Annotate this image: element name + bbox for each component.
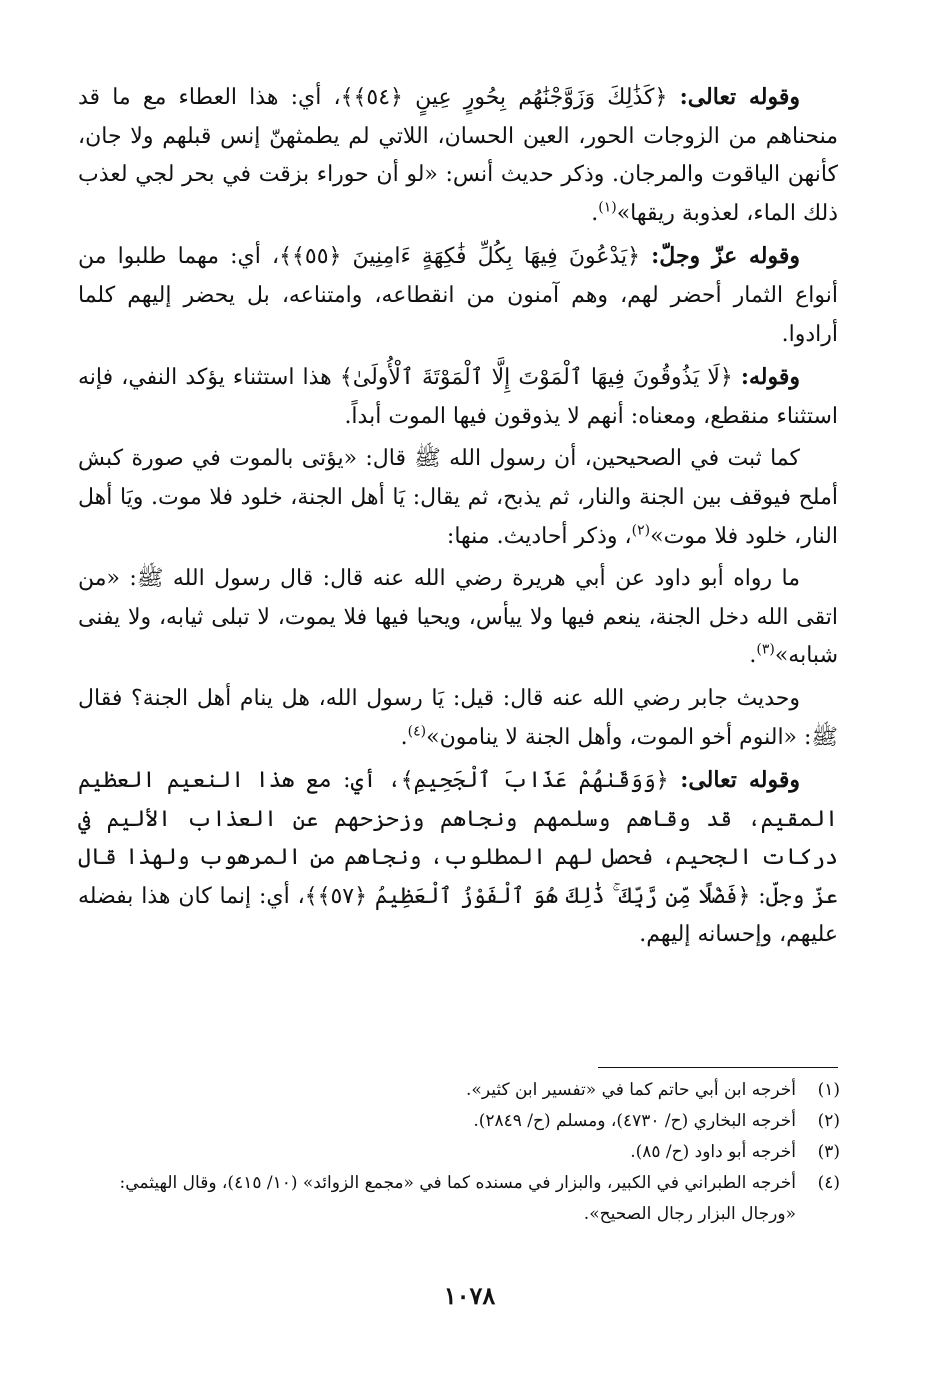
footnote-text: أخرجه الطبراني في الكبير، والبزار في مسنده كما في «مجمع الزوائد» (١٠/ ٤١٥)، وقال الهيثمي: «ورجال البزار رجال الصحيح». [119,1173,796,1224]
footnote-1 [78,1075,840,1106]
paragraph-lead: وقوله تعالى: [680,767,800,794]
paragraph-text: هذا استثناء يؤكد النفي، فإنه استثناء منقطع، ومعناه: أنهم لا يذوقون فيها الموت أبداً. [78,365,838,429]
footnote-number: (٢) [817,1111,840,1131]
quran-verse: ﴿كَذَٰلِكَ وَزَوَّجْنَٰهُم بِحُورٍ عِينٍ ﴿٥٤﴾﴾ [340,85,668,110]
footnote-ref: (٤) [407,723,427,740]
footnote-2 [78,1106,840,1137]
paragraph-text: ، أي: مع هذا النعيم العظيم المقيم، قد وقاهم وسلمهم ونجاهم وزحزحهم عن العذاب الأليم في دركات الجحيم، فحصل لهم المطلوب، ونجاهم من المرهوب ولهذا قال عزّ وجلّ: ﴿فَضْلًا مِّن رَّبِّكَ ۚ ذَٰلِكَ هُوَ ٱلْفَوْزُ ٱلْعَظِيمُ ﴿٥٧﴾﴾، أي: إنما كان هذا بفضله عليهم، وإحسانه إليهم. [78,768,838,948]
paragraph-lead: وقوله عزّ وجلّ: [651,243,800,270]
paragraph-lead: وقوله: [740,364,801,391]
paragraph-tail: . [591,200,599,226]
paragraph-tail: . [400,724,408,750]
paragraph-lead: وقوله تعالى: [679,84,801,110]
paragraph-text: ، أي: هذا العطاء مع ما قد منحناهم من الزوجات الحور، العين الحسان، اللاتي لم يطمثهنّ إنس قبلهم ولا جان، كأنهن الياقوت والمرجان. وذكر حديث أنس: «لو أن حوراء بزقت في بحر لجي لعذب ذلك الماء، لعذوبة ريقها» [78,85,838,226]
footnote-number: (١) [817,1080,840,1100]
paragraph-tail: . [749,643,757,669]
footnote-ref: (٢) [631,522,651,539]
paragraph-6 [78,680,838,757]
paragraph-1 [78,78,838,233]
footnote-number: (٤) [817,1173,840,1193]
footnote-text: أخرجه البخاري (ح/ ٤٧٣٠)، ومسلم (ح/ ٢٨٤٩). [473,1111,796,1131]
paragraph-text: ، أي: مهما طلبوا من أنواع الثمار أحضر لهم، وهم آمنون من انقطاعه، وامتناعه، بل يحضر إليهم كلما أرادوا. [78,244,838,347]
footnote-4 [78,1168,840,1230]
paragraph-4 [78,440,838,556]
paragraph-3 [78,358,838,436]
footnote-ref: (٣) [756,641,775,658]
quran-verse: ﴿وَوَقَىٰهُمْ عَذَابَ ٱلْجَحِيمِ﴾ [400,768,669,794]
paragraph-text: وحديث جابر رضي الله عنه قال: قيل: يَا رسول الله، هل ينام أهل الجنة؟ فقال ﷺ: «النوم أخو الموت، وأهل الجنة لا ينامون» [78,685,838,750]
footnote-ref: (١) [598,199,617,216]
footnotes [78,1075,840,1230]
footnote-3 [78,1137,840,1168]
footnote-text: أخرجه ابن أبي حاتم كما في «تفسير ابن كثير». [466,1080,796,1100]
quran-verse: ﴿لَا يَذُوقُونَ فِيهَا ٱلْمَوْتَ إِلَّا ٱلْمَوْتَةَ ٱلْأُولَىٰ﴾ [339,365,733,391]
quran-verse: ﴿يَدْعُونَ فِيهَا بِكُلِّ فَٰكِهَةٍ ءَامِنِينَ ﴿٥٥﴾﴾ [279,244,641,270]
paragraph-7 [78,761,838,955]
main-text [78,78,838,959]
paragraph-text: كما ثبت في الصحيحين، أن رسول الله ﷺ قال: «يؤتى بالموت في صورة كبش أملح فيوقف بين الجنة والنار، ثم يذبح، ثم يقال: يَا أهل الجنة، خلود فلا موت. ويَا أهل النار، خلود فلا موت» [78,446,838,549]
paragraph-text: ما رواه أبو داود عن أبي هريرة رضي الله عنه قال: قال رسول الله ﷺ: «من اتقى الله دخل الجنة، ينعم فيها ولا ييأس، ويحيا فيها فلا يموت، لا تبلى ثيابه، ولا يفنى شبابه» [78,566,838,669]
footnote-number: (٣) [817,1142,840,1162]
paragraph-2 [78,237,838,354]
footnote-separator [598,1067,838,1068]
footnote-text: أخرجه أبو داود (ح/ ٨٥). [630,1142,796,1162]
page-number: ١٠٧٨ [443,1281,496,1310]
paragraph-5 [78,560,838,676]
paragraph-tail: ، وذكر أحاديث. منها: [446,523,632,549]
